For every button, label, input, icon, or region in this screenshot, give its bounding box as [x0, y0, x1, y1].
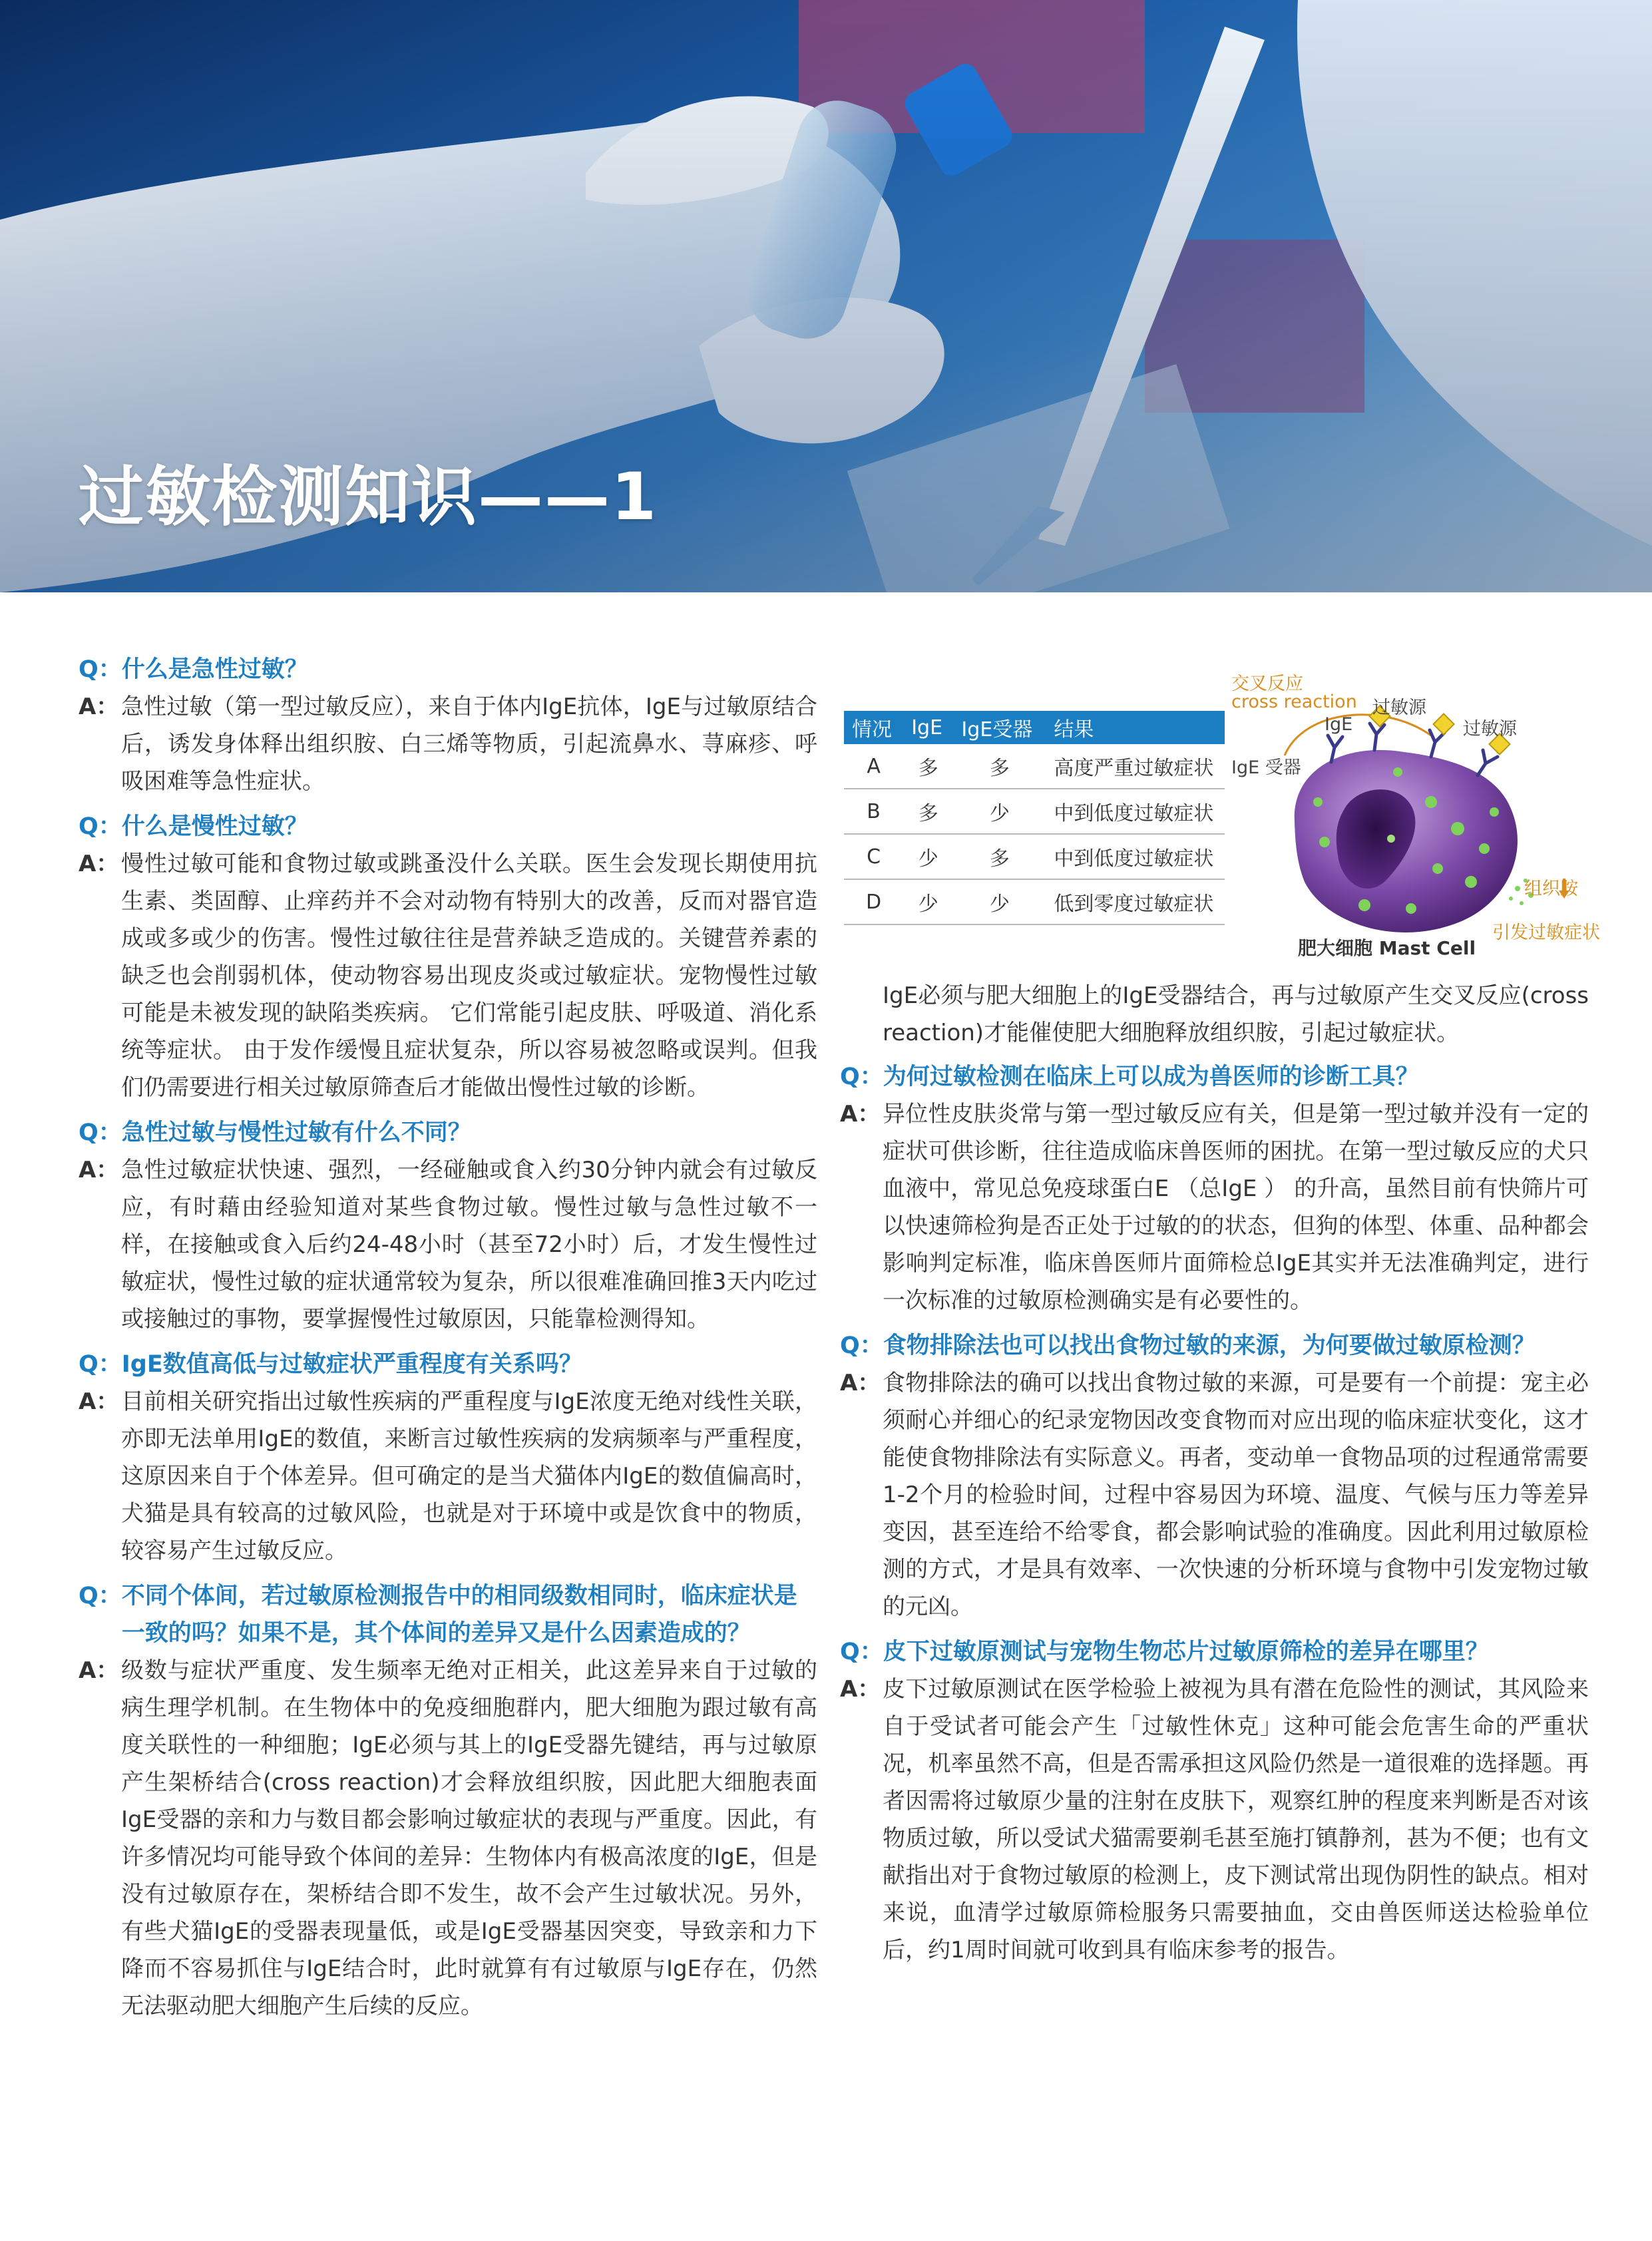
table-cell: 多	[903, 744, 953, 789]
table-cell: 低到零度过敏症状	[1046, 879, 1225, 924]
a-label: A：	[840, 1676, 881, 1703]
diagram-caption: 肥大细胞 Mast Cell	[1298, 937, 1476, 959]
table-cell: D	[844, 879, 903, 924]
page-title: 过敏检测知识——1	[79, 459, 658, 535]
qa-item	[79, 808, 817, 1106]
table-cell: 多	[953, 834, 1046, 879]
question	[79, 1577, 817, 1652]
q-label: Q：	[79, 656, 122, 683]
answer	[79, 845, 817, 1106]
ige-label: IgE	[1325, 714, 1353, 735]
allergen-label: 过敏源	[1463, 719, 1517, 739]
ige-severity-table	[844, 711, 1225, 925]
table-cell: C	[844, 834, 903, 879]
question-text: 什么是慢性过敏？	[121, 813, 308, 840]
answer	[840, 1364, 1589, 1625]
answer-text: 急性过敏症状快速、强烈，一经碰触或食入约30分钟内就会有过敏反应，有时藉由经验知道对某些食物过敏。慢性过敏与急性过敏不一样，在接触或食入后约24-48小时（甚至72小时）后，才发生慢性过敏症状，慢性过敏的症状通常较为复杂，所以很难准确回推3天内吃过或接触过的事物，要掌握慢性过敏原因，只能靠检测得知。	[121, 1157, 817, 1332]
q-label: Q：	[79, 1583, 122, 1609]
question	[840, 1058, 1589, 1096]
cross-reaction-label: 交叉反应	[1231, 674, 1303, 694]
q-label: Q：	[79, 1120, 122, 1146]
table-cell: A	[844, 744, 903, 789]
question-text: 皮下过敏原测试与宠物生物芯片过敏原筛检的差异在哪里？	[883, 1639, 1489, 1665]
qa-item	[79, 1114, 817, 1338]
answer	[79, 688, 817, 800]
hero-banner	[0, 0, 1652, 592]
a-label: A：	[840, 1101, 881, 1127]
question	[840, 1327, 1589, 1364]
table-cell: 中到低度过敏症状	[1046, 834, 1225, 879]
allergen-label: 过敏源	[1372, 698, 1426, 718]
symptom-label: 引发过敏症状	[1492, 922, 1600, 943]
qa-item	[840, 1058, 1589, 1319]
answer-text: 皮下过敏原测试在医学检验上被视为具有潜在危险性的测试，其风险来自于受试者可能会产生「过敏性休克」这种可能会危害生命的严重状况，机率虽然不高，但是否需承担这风险仍然是一道很难的选择题。再者因需将过敏原少量的注射在皮肤下，观察红肿的程度来判断是否对该物质过敏，所以受试犬猫需要剃毛甚至施打镇静剂，甚为不便；也有文献指出对于食物过敏原的检测上，皮下测试常出现伪阴性的缺点。相对来说，血清学过敏原筛检服务只需要抽血，交由兽医师送达检验单位后，约1周时间就可收到具有临床参考的报告。	[883, 1676, 1589, 1963]
question-text: 不同个体间，若过敏原检测报告中的相同级数相同时，临床症状是一致的吗？如果不是，其个体间的差异又是什么因素造成的？	[121, 1583, 797, 1647]
q-label: Q：	[79, 813, 122, 840]
q-label: Q：	[840, 1064, 883, 1090]
q-label: Q：	[840, 1332, 883, 1359]
question	[840, 1633, 1589, 1671]
a-label: A：	[840, 1370, 881, 1396]
table-cell: 高度严重过敏症状	[1046, 744, 1225, 789]
table-row	[844, 879, 1225, 924]
q-label: Q：	[840, 1639, 883, 1665]
mast-cell-diagram	[1231, 669, 1631, 962]
cross-reaction-en-label: cross reaction	[1231, 692, 1357, 712]
question-text: 急性过敏与慢性过敏有什么不同？	[121, 1120, 471, 1146]
question-text: 为何过敏检测在临床上可以成为兽医师的诊断工具？	[883, 1064, 1419, 1090]
question	[79, 1114, 817, 1151]
table-cell: 多	[953, 744, 1046, 789]
qa-item	[79, 651, 817, 800]
answer-text: 急性过敏（第一型过敏反应），来自于体内IgE抗体，IgE与过敏原结合后，诱发身体释出组织胺、白三烯等物质，引起流鼻水、荨麻疹、呼吸困难等急性症状。	[121, 694, 817, 795]
ige-intro-paragraph: IgE必须与肥大细胞上的IgE受器结合，再与过敏原产生交叉反应(cross reaction)才能催使肥大细胞释放组织胺，引起过敏症状。	[883, 982, 1589, 1046]
table-cell: 多	[903, 789, 953, 834]
answer	[840, 1096, 1589, 1319]
table-row	[844, 834, 1225, 879]
answer	[79, 1652, 817, 2025]
qa-item	[79, 1577, 817, 2025]
a-label: A：	[79, 1657, 119, 1684]
ige-receptor-label: IgE 受器	[1231, 757, 1301, 778]
table-cell: 中到低度过敏症状	[1046, 789, 1225, 834]
answer-text: 慢性过敏可能和食物过敏或跳蚤没什么关联。医生会发现长期使用抗生素、类固醇、止痒药并不会对动物有特别大的改善，反而对器官造成或多或少的伤害。慢性过敏往往是营养缺乏造成的。关键营养素的缺乏也会削弱机体，使动物容易出现皮炎或过敏症状。宠物慢性过敏可能是未被发现的缺陷类疾病。 它们常能引起皮肤、呼吸道、消化系统等症状。 由于发作缓慢且症状复杂，所以容易被忽略或误判。但我们仍需要进行相关过敏原筛查后才能做出慢性过敏的诊断。	[121, 851, 817, 1101]
right-column	[840, 977, 1589, 1977]
qa-item	[79, 1346, 817, 1569]
table-header-row	[844, 711, 1225, 744]
left-column	[79, 651, 817, 2033]
table-cell: 少	[953, 879, 1046, 924]
table-cell: 少	[953, 789, 1046, 834]
answer	[840, 1671, 1589, 1969]
answer-text: 食物排除法的确可以找出食物过敏的来源，可是要有一个前提：宠主必须耐心并细心的纪录宠物因改变食物而对应出现的临床症状变化，这才能使食物排除法有实际意义。再者，变动单一食物品项的过程通常需要1-2个月的检验时间，过程中容易因为环境、温度、气候与压力等差异变因，甚至连给不给零食，都会影响试验的准确度。因此利用过敏原检测的方式，才是具有效率、一次快速的分析环境与食物中引发宠物过敏的元凶。	[883, 1370, 1589, 1620]
question	[79, 1346, 817, 1383]
table-row	[844, 789, 1225, 834]
question-text: 食物排除法也可以找出食物过敏的来源，为何要做过敏原检测？	[883, 1332, 1536, 1359]
answer-text: 目前相关研究指出过敏性疾病的严重程度与IgE浓度无绝对线性关联，亦即无法单用IgE的数值，来断言过敏性疾病的发病频率与严重程度，这原因来自于个体差异。但可确定的是当犬猫体内IgE的数值偏高时，犬猫是具有较高的过敏风险，也就是对于环境中或是饮食中的物质，较容易产生过敏反应。	[121, 1388, 817, 1564]
qa-item	[840, 1633, 1589, 1969]
answer-text: 级数与症状严重度、发生频率无绝对正相关，此这差异来自于过敏的病生理学机制。在生物体中的免疫细胞群内，肥大细胞为跟过敏有高度关联性的一种细胞；IgE必须与其上的IgE受器先键结，再与过敏原产生架桥结合(cross reaction)才会释放组织胺，因此肥大细胞表面IgE受器的亲和力与数目都会影响过敏症状的表现与严重度。因此，有许多情况均可能导致个体间的差异：生物体内有极高浓度的IgE，但是没有过敏原存在，架桥结合即不发生，故不会产生过敏状况。另外，有些犬猫IgE的受器表现量低，或是IgE受器基因突变，导致亲和力下降而不容易抓住与IgE结合时，此时就算有有过敏原与IgE存在，仍然无法驱动肥大细胞产生后续的反应。	[121, 1657, 817, 2019]
table-header: 结果	[1046, 711, 1225, 744]
histamine-label: 组织胺	[1524, 879, 1578, 899]
answer	[79, 1151, 817, 1338]
table-row	[844, 744, 1225, 789]
question-text: IgE数值高低与过敏症状严重程度有关系吗？	[121, 1351, 582, 1378]
table-cell: 少	[903, 834, 953, 879]
question	[79, 808, 817, 845]
question-text: 什么是急性过敏？	[121, 656, 308, 683]
a-label: A：	[79, 851, 119, 877]
table-cell: B	[844, 789, 903, 834]
table-cell: 少	[903, 879, 953, 924]
a-label: A：	[79, 1157, 119, 1183]
a-label: A：	[79, 1388, 119, 1415]
question	[79, 651, 817, 688]
q-label: Q：	[79, 1351, 122, 1378]
answer	[79, 1383, 817, 1569]
answer-text: 异位性皮肤炎常与第一型过敏反应有关，但是第一型过敏并没有一定的症状可供诊断，往往造成临床兽医师的困扰。在第一型过敏反应的犬只血液中，常见总免疫球蛋白E （总IgE ） 的升高，虽然目前有快筛片可以快速筛检狗是否正处于过敏的的状态，但狗的体型、体重、品种都会影响判定标准，临床兽医师片面筛检总IgE其实并无法准确判定，进行一次标准的过敏原检测确实是有必要性的。	[883, 1101, 1589, 1314]
table-header: IgE受器	[953, 711, 1046, 744]
a-label: A：	[79, 694, 119, 720]
table-header: IgE	[903, 711, 953, 744]
table-header: 情况	[844, 711, 903, 744]
qa-item	[840, 1327, 1589, 1625]
